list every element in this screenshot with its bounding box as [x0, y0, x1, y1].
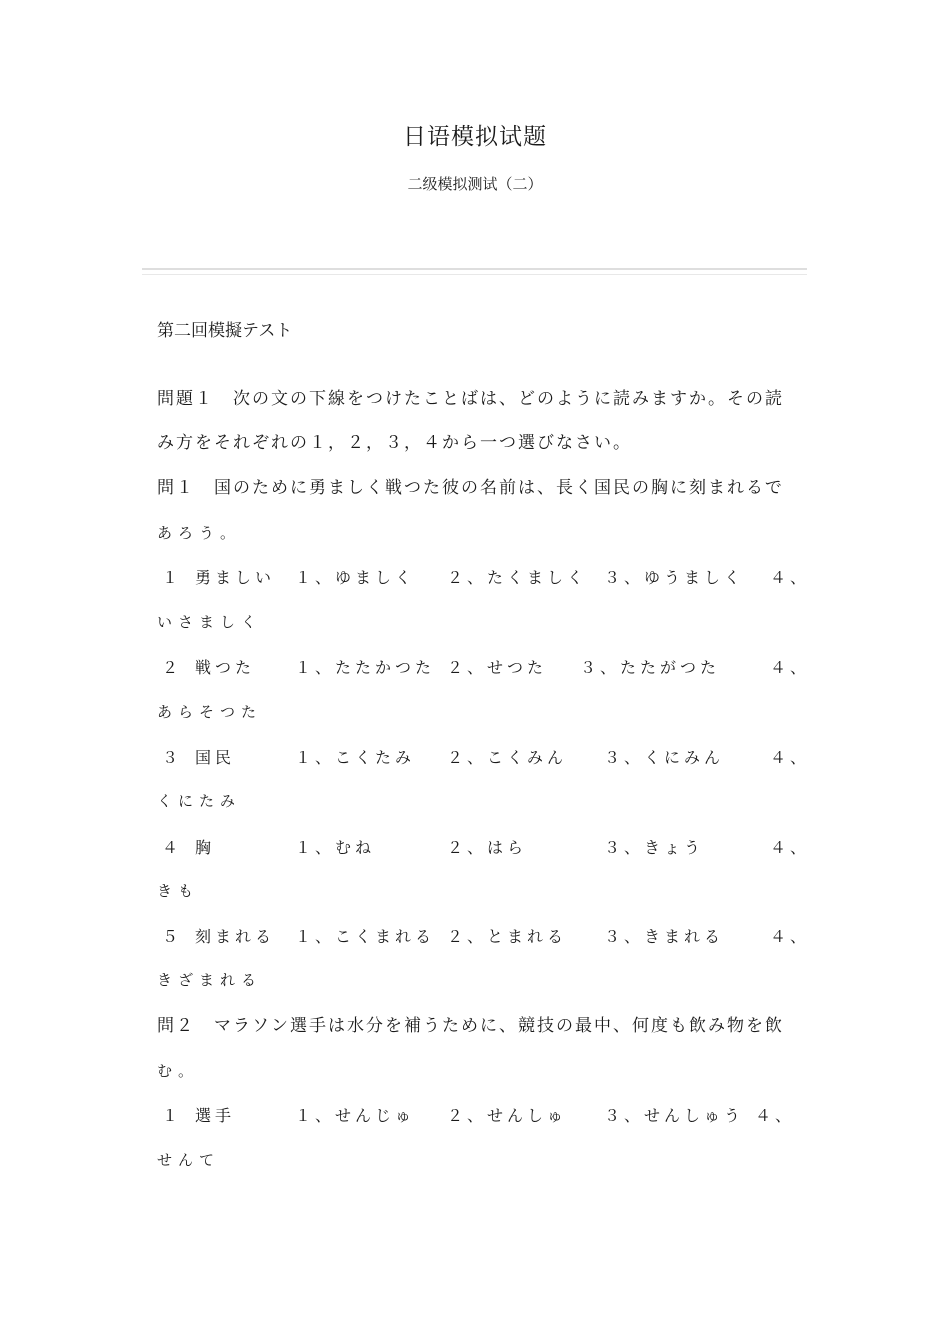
item-number: １ [162, 1106, 183, 1125]
instruction-line-2: み方をそれぞれの１，２，３，４から一つ選びなさい。 [157, 433, 632, 453]
option-2: ２、とまれる [447, 927, 568, 946]
option-4: ４、 [770, 927, 811, 946]
option-4: ４、 [770, 748, 811, 767]
option-4: ４、 [755, 1106, 796, 1125]
question-2-line-1: 問２ マラソン選手は水分を補うために、競技の最中、何度も飲み物を飲 [157, 1016, 784, 1036]
item-word: 国民 [195, 748, 236, 767]
option-3: ３、ゆうましく [604, 568, 745, 587]
option-4: ４、 [770, 838, 811, 857]
answer-row [157, 746, 811, 770]
option-1: １、むね [295, 838, 376, 857]
option-3: ３、せんしゅう [604, 1106, 745, 1125]
option-4-continued: きも [157, 882, 200, 900]
option-4: ４、 [770, 658, 811, 677]
answer-row [157, 925, 811, 949]
option-2: ２、こくみん [447, 748, 568, 767]
option-4: ４、 [770, 568, 811, 587]
answer-row [157, 836, 811, 860]
item-number: ２ [162, 658, 183, 677]
option-3: ３、きょう [604, 838, 705, 857]
item-word: 胸 [195, 838, 216, 857]
item-number: ３ [162, 748, 183, 767]
option-4-continued: あらそつた [157, 703, 263, 721]
option-2: ２、せつた [447, 658, 548, 677]
answer-row [157, 1104, 797, 1128]
item-number: ４ [162, 838, 183, 857]
page-title: 日语模拟试题 [403, 124, 547, 150]
option-2: ２、はら [447, 838, 528, 857]
option-4-continued: せんて [157, 1151, 221, 1169]
question-2-line-2: む。 [157, 1062, 200, 1080]
item-number: ５ [162, 927, 183, 946]
question-1-line-1: 問１ 国のために勇ましく戦つた彼の名前は、長く国民の胸に刻まれるで [157, 478, 784, 498]
option-4-continued: いさましく [157, 613, 263, 631]
option-1: １、せんじゅ [295, 1106, 416, 1125]
option-1: １、こくたみ [295, 748, 416, 767]
option-1: １、こくまれる [295, 927, 436, 946]
item-word: 勇ましい [195, 568, 276, 587]
divider [142, 268, 807, 275]
option-2: ２、たくましく [447, 568, 588, 587]
option-4-continued: きざまれる [157, 971, 263, 989]
option-1: １、ゆましく [295, 568, 416, 587]
instruction-line-1: 問題１ 次の文の下線をつけたことばは、どのように読みますか。その読 [157, 389, 784, 409]
page-subtitle: 二级模拟测试（二） [407, 175, 543, 193]
option-3: ３、たたがつた [580, 658, 721, 677]
option-1: １、たたかつた [295, 658, 436, 677]
answer-row [157, 566, 811, 590]
question-1-line-2: あろう。 [157, 524, 242, 542]
answer-row [157, 656, 811, 680]
section-title: 第二回模擬テスト [157, 321, 293, 341]
option-3: ３、くにみん [604, 748, 725, 767]
option-4-continued: くにたみ [157, 792, 242, 810]
item-word: 刻まれる [195, 927, 276, 946]
option-3: ３、きまれる [604, 927, 725, 946]
item-word: 戦つた [195, 658, 256, 677]
option-2: ２、せんしゅ [447, 1106, 568, 1125]
item-word: 選手 [195, 1106, 236, 1125]
item-number: １ [162, 568, 183, 587]
